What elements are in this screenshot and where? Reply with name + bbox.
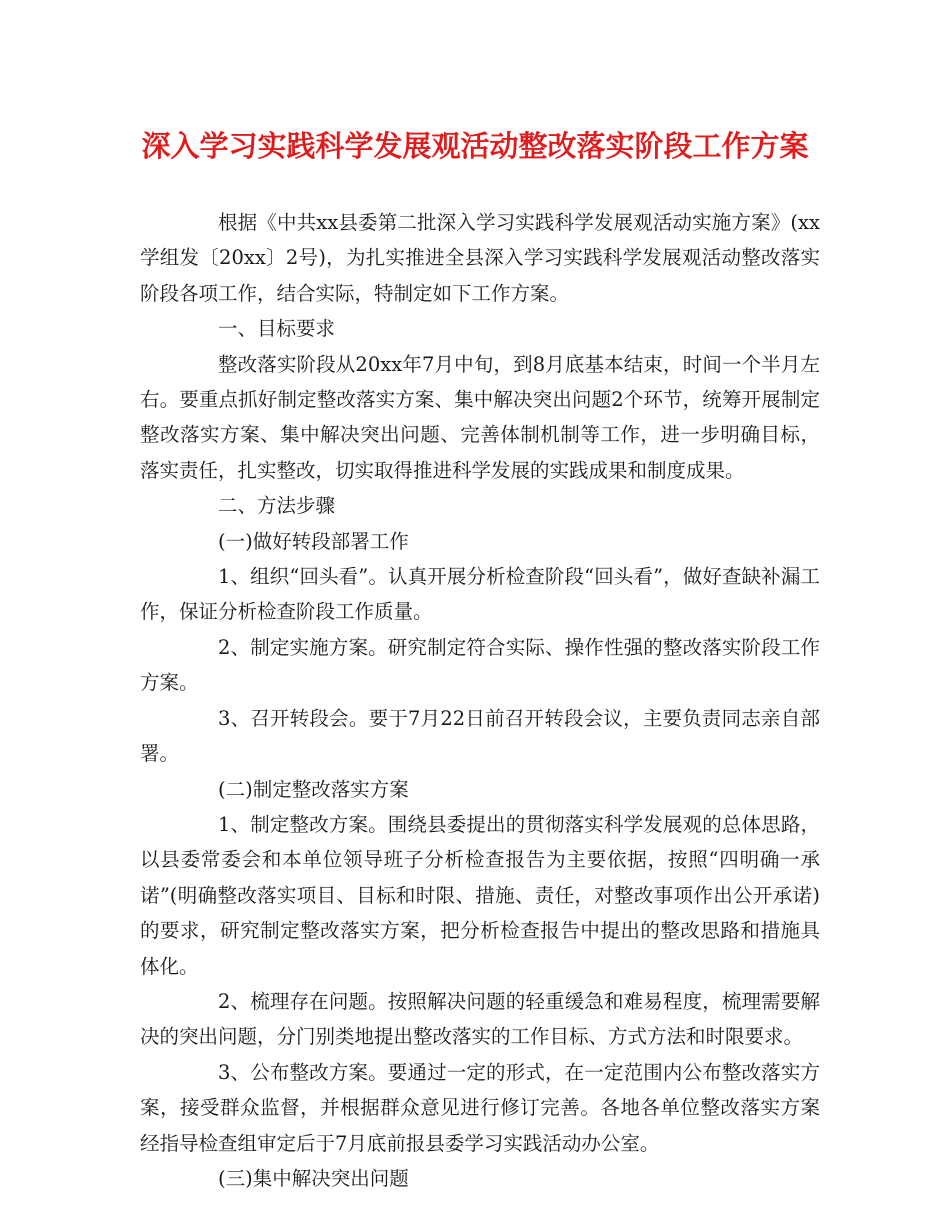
paragraph-intro: 根据《中共xx县委第二批深入学习实践科学发展观活动实施方案》(xx学组发〔20xx〕2号)，为扎实推进全县深入学习实践科学发展观活动整改落实阶段各项工作，结合实际，特制定如下工作方案。	[140, 211, 820, 305]
paragraph-goals: 整改落实阶段从20xx年7月中旬，到8月底基本结束，时间一个半月左右。要重点抓好制定整改落实方案、集中解决突出问题2个环节，统筹开展制定整改落实方案、集中解决突出问题、完善体制机制等工作，进一步明确目标，落实责任，扎实整改，切实取得推进科学发展的实践成果和制度成果。	[140, 352, 820, 482]
document-title: 深入学习实践科学发展观活动整改落实阶段工作方案	[141, 129, 809, 163]
document-body	[140, 205, 820, 1196]
paragraph-make-plan: 1、制定整改方案。围绕县委提出的贯彻落实科学发展观的总体思路，以县委常委会和本单位领导班子分析检查报告为主要依据，按照“四明确一承诺”(明确整改落实项目、目标和时限、措施、责任，对整改事项作出公开承诺)的要求，研究制定整改落实方案，把分析检查报告中提出的整改思路和措施具体化。	[140, 812, 820, 978]
paragraph-implementation-plan: 2、制定实施方案。研究制定符合实际、操作性强的整改落实阶段工作方案。	[140, 635, 820, 695]
subheading-rectification-plan: (二)制定整改落实方案	[218, 777, 409, 801]
paragraph-look-back: 1、组织“回头看”。认真开展分析检查阶段“回头看”，做好查缺补漏工作，保证分析检查阶段工作质量。	[140, 565, 820, 624]
heading-methods: 二、方法步骤	[218, 494, 336, 518]
paragraph-publish-plan: 3、公布整改方案。要通过一定的形式，在一定范围内公布整改落实方案，接受群众监督，并根据群众意见进行修订完善。各地各单位整改落实方案经指导检查组审定后于7月底前报县委学习实践活动办公室。	[140, 1060, 820, 1155]
paragraph-transition-meeting: 3、召开转段会。要于7月22日前召开转段会议，主要负责同志亲自部署。	[140, 706, 820, 766]
subheading-solve-problems: (三)集中解决突出问题	[218, 1166, 409, 1190]
subheading-transition: (一)做好转段部署工作	[218, 529, 409, 553]
heading-goals: 一、目标要求	[218, 317, 336, 341]
paragraph-sort-problems: 2、梳理存在问题。按照解决问题的轻重缓急和难易程度，梳理需要解决的突出问题，分门别类地提出整改落实的工作目标、方式方法和时限要求。	[140, 989, 820, 1049]
